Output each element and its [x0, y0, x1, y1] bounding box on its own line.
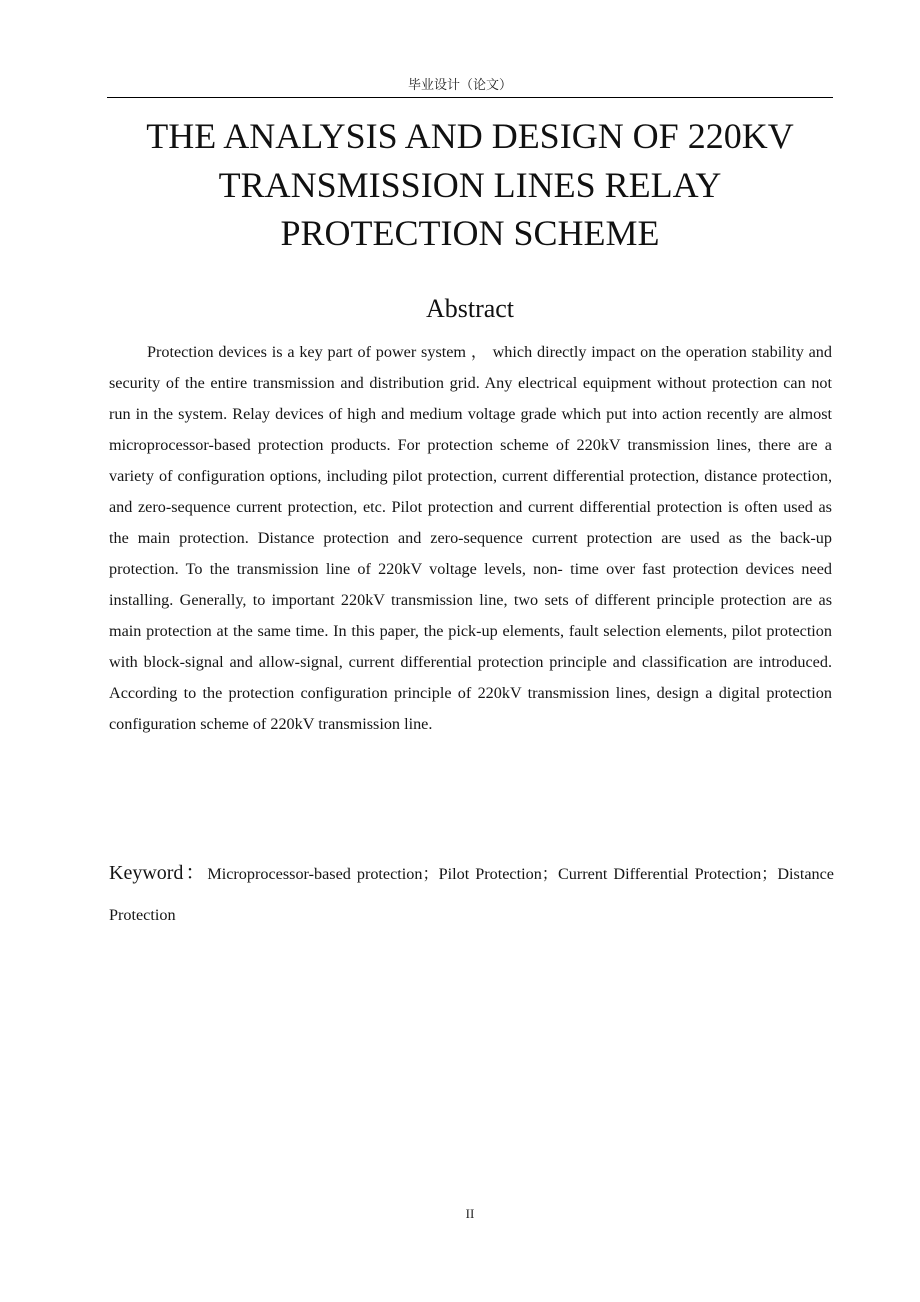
- title-line-1: THE ANALYSIS AND DESIGN OF 220KV: [146, 116, 794, 156]
- document-title: [100, 112, 840, 258]
- keywords-list: Microprocessor-based protection；Pilot Protection；Current Differential Protection；Distance Protection: [109, 865, 834, 924]
- abstract-heading: Abstract: [425, 294, 515, 323]
- header-divider: [107, 97, 833, 98]
- page-number: II: [465, 1206, 475, 1221]
- running-header: 毕业设计（论文）: [407, 78, 512, 93]
- keywords-line: [109, 853, 834, 936]
- keywords-label: Keyword：: [109, 862, 208, 884]
- title-line-3: PROTECTION SCHEME: [280, 213, 660, 253]
- abstract-paragraph: Protection devices is a key part of power system ， which directly impact on the operation stability and security of the entire transmission and distribution grid. Any electrical equipment without protection can not run in the system. Relay devices of high and medium voltage grade which put into action recently are almost microprocessor-based protection products. For protection scheme of 220kV transmission lines, there are a variety of configuration options, including pilot protection, current differential protection, distance protection, and zero-sequence current protection, etc. Pilot protection and current differential protection is often used as the main protection. Distance protection and zero-sequence current protection are used as the back-up protection. To the transmission line of 220kV voltage levels, non- time over fast protection devices need installing. Generally, to important 220kV transmission line, two sets of different principle protection are as main protection at the same time. In this paper, the pick-up elements, fault selection elements, pilot protection with block-signal and allow-signal, current differential protection principle and classification are introduced. According to the protection configuration principle of 220kV transmission lines, design a digital protection configuration scheme of 220kV transmission line.: [109, 343, 832, 733]
- title-line-2: TRANSMISSION LINES RELAY: [218, 164, 722, 205]
